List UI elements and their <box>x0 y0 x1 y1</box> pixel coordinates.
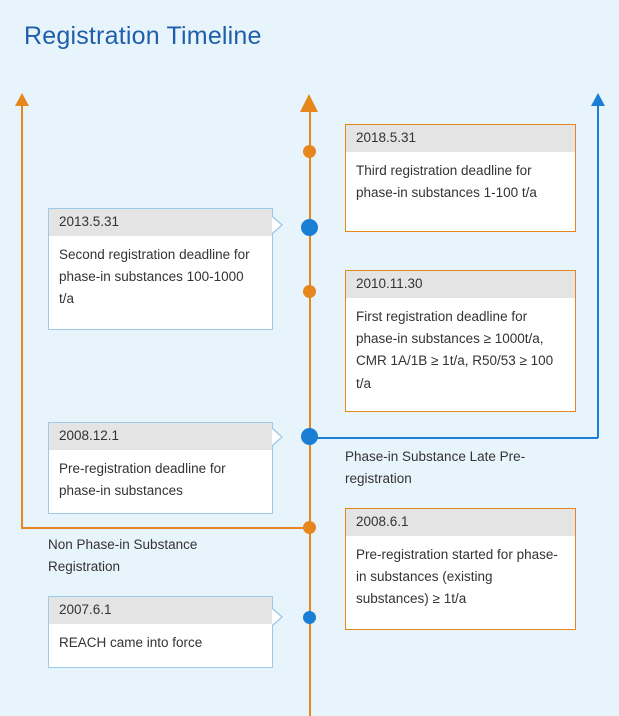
timeline-dot-2008-12 <box>301 428 318 445</box>
event-card-pre-registration-started[interactable] <box>345 508 576 630</box>
callout-pointer-fill-icon <box>272 217 281 233</box>
callout-pointer-fill-icon <box>272 429 281 445</box>
right-axis-label: Phase-in Substance Late Pre-registration <box>345 449 526 487</box>
event-text: Second registration deadline for phase-in substances 100-1000 t/a <box>59 246 250 307</box>
event-card-reach-in-force[interactable] <box>48 596 273 668</box>
right-axis-line <box>597 104 599 438</box>
event-card-third-deadline[interactable] <box>345 124 576 232</box>
page-title: Registration Timeline <box>24 22 262 50</box>
event-text: Third registration deadline for phase-in substances 1-100 t/a <box>356 162 537 201</box>
timeline-dot-2010 <box>303 285 316 298</box>
event-date: 2008.6.1 <box>346 509 575 536</box>
event-card-second-deadline[interactable] <box>48 208 273 330</box>
callout-pointer-fill-icon <box>272 609 281 625</box>
event-date: 2018.5.31 <box>346 125 575 152</box>
left-axis-arrow-icon <box>15 93 29 106</box>
event-date: 2008.12.1 <box>49 423 272 450</box>
event-date: 2010.11.30 <box>346 271 575 298</box>
right-axis-arrow-icon <box>591 93 605 106</box>
left-axis-label: Non Phase-in Substance Registration <box>48 537 198 575</box>
event-text: First registration deadline for phase-in substances ≥ 1000t/a, CMR 1A/1B ≥ 1t/a, R50/53 ≥ 100 t/a <box>356 308 554 391</box>
event-text: REACH came into force <box>59 634 203 650</box>
left-axis-line <box>21 104 23 528</box>
event-text: Pre-registration deadline for phase-in substances <box>59 460 226 499</box>
event-text: Pre-registration started for phase-in substances (existing substances) ≥ 1t/a <box>356 546 558 607</box>
left-axis-connector <box>21 527 309 529</box>
timeline-dot-2018 <box>303 145 316 158</box>
event-card-pre-registration-deadline[interactable] <box>48 422 273 514</box>
timeline-dot-2013 <box>301 219 318 236</box>
event-date: 2013.5.31 <box>49 209 272 236</box>
main-timeline-axis <box>309 110 311 716</box>
event-card-first-deadline[interactable] <box>345 270 576 412</box>
timeline-dot-2007 <box>303 611 316 624</box>
timeline-dot-2008-6 <box>303 521 316 534</box>
event-date: 2007.6.1 <box>49 597 272 624</box>
main-timeline-arrow-icon <box>300 94 318 112</box>
right-axis-connector <box>309 437 598 439</box>
